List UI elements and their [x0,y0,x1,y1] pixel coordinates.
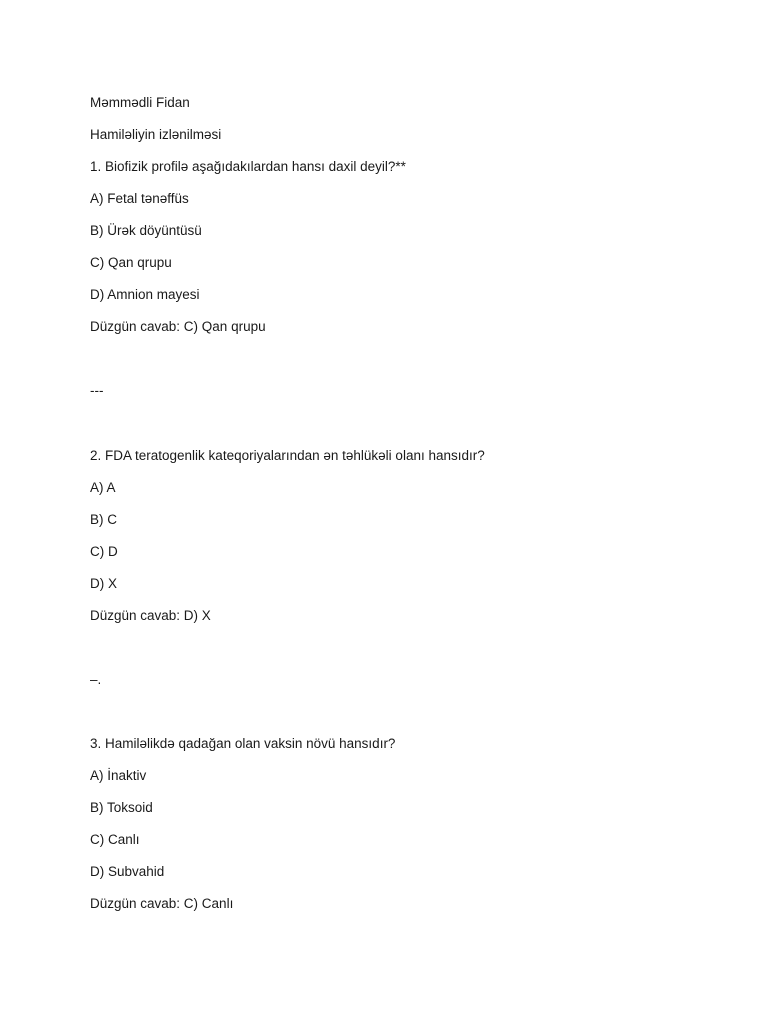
correct-answer: Düzgün cavab: C) Qan qrupu [90,319,266,334]
answer-option-c: C) Qan qrupu [90,255,172,270]
answer-option-d: D) Amnion mayesi [90,287,200,302]
section-separator: –. [90,672,102,687]
answer-option-a: A) İnaktiv [90,768,147,783]
question-text: 2. FDA teratogenlik kateqoriyalarından ən təhlükəli olanı hansıdır? [90,448,485,463]
answer-option-d: D) X [90,576,117,591]
answer-option-a: A) A [90,480,116,495]
answer-option-c: C) Canlı [90,832,140,847]
author-name: Məmmədli Fidan [90,95,190,110]
answer-option-b: B) C [90,512,117,527]
answer-option-a: A) Fetal tənəffüs [90,191,189,206]
document-topic: Hamiləliyin izlənilməsi [90,127,222,142]
correct-answer: Düzgün cavab: D) X [90,608,211,623]
section-separator: --- [90,383,104,398]
answer-option-b: B) Ürək döyüntüsü [90,223,202,238]
correct-answer: Düzgün cavab: C) Canlı [90,896,234,911]
answer-option-b: B) Toksoid [90,800,153,815]
question-text: 3. Hamiləlikdə qadağan olan vaksin növü hansıdır? [90,736,396,751]
answer-option-c: C) D [90,544,118,559]
answer-option-d: D) Subvahid [90,864,165,879]
question-text: 1. Biofizik profilə aşağıdakılardan hansı daxil deyil?** [90,159,406,174]
